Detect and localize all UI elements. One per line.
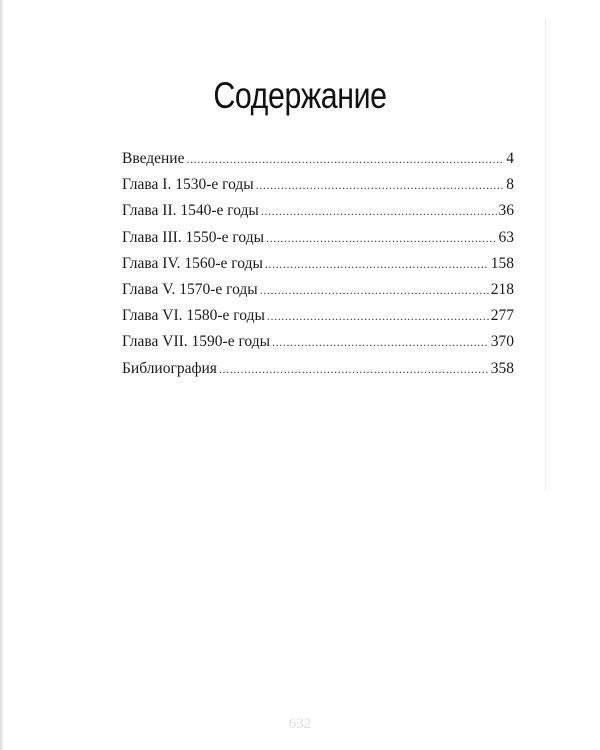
toc-entry-page: 277 [490, 307, 514, 325]
toc-leader-dots [186, 146, 504, 172]
page-edge-shadow [0, 0, 4, 750]
toc-entry-chapter-3[interactable] [122, 225, 514, 251]
toc-leader-dots [260, 277, 489, 303]
toc-entry-page: 370 [490, 333, 514, 351]
table-of-contents [122, 146, 514, 382]
toc-entry-title: Глава II. 1540-е годы [122, 202, 259, 220]
toc-leader-dots [266, 225, 496, 251]
toc-entry-chapter-5[interactable] [122, 277, 514, 303]
toc-leader-dots [219, 356, 489, 382]
toc-leader-dots [267, 303, 489, 329]
toc-entry-page: 36 [498, 202, 514, 220]
toc-entry-chapter-2[interactable] [122, 198, 514, 224]
toc-entry-chapter-1[interactable] [122, 172, 514, 198]
toc-entry-page: 63 [498, 228, 514, 246]
toc-leader-dots [265, 251, 489, 277]
page-title: Содержание [213, 74, 387, 116]
toc-entry-page: 218 [490, 280, 514, 298]
toc-leader-dots [272, 329, 489, 355]
toc-entry-introduction[interactable] [122, 146, 514, 172]
toc-entry-title: Глава IV. 1560-е годы [122, 254, 263, 272]
toc-entry-page: 358 [490, 359, 514, 377]
toc-entry-chapter-7[interactable] [122, 329, 514, 355]
page-number: 632 [288, 716, 312, 732]
toc-entry-page: 4 [506, 150, 514, 167]
toc-entry-title: Введение [122, 150, 185, 167]
toc-entry-title: Библиография [122, 359, 217, 377]
toc-entry-bibliography[interactable] [122, 356, 514, 382]
toc-leader-dots [261, 198, 497, 224]
toc-entry-chapter-4[interactable] [122, 251, 514, 277]
toc-entry-title: Глава I. 1530-е годы [122, 176, 254, 194]
toc-entry-page: 158 [490, 254, 514, 272]
toc-entry-title: Глава VII. 1590-е годы [122, 333, 271, 351]
toc-entry-title: Глава VI. 1580-е годы [122, 307, 265, 325]
toc-entry-page: 8 [506, 176, 514, 194]
toc-entry-title: Глава V. 1570-е годы [122, 280, 258, 298]
toc-entry-chapter-6[interactable] [122, 303, 514, 329]
toc-entry-title: Глава III. 1550-е годы [122, 228, 265, 246]
toc-leader-dots [256, 172, 505, 198]
